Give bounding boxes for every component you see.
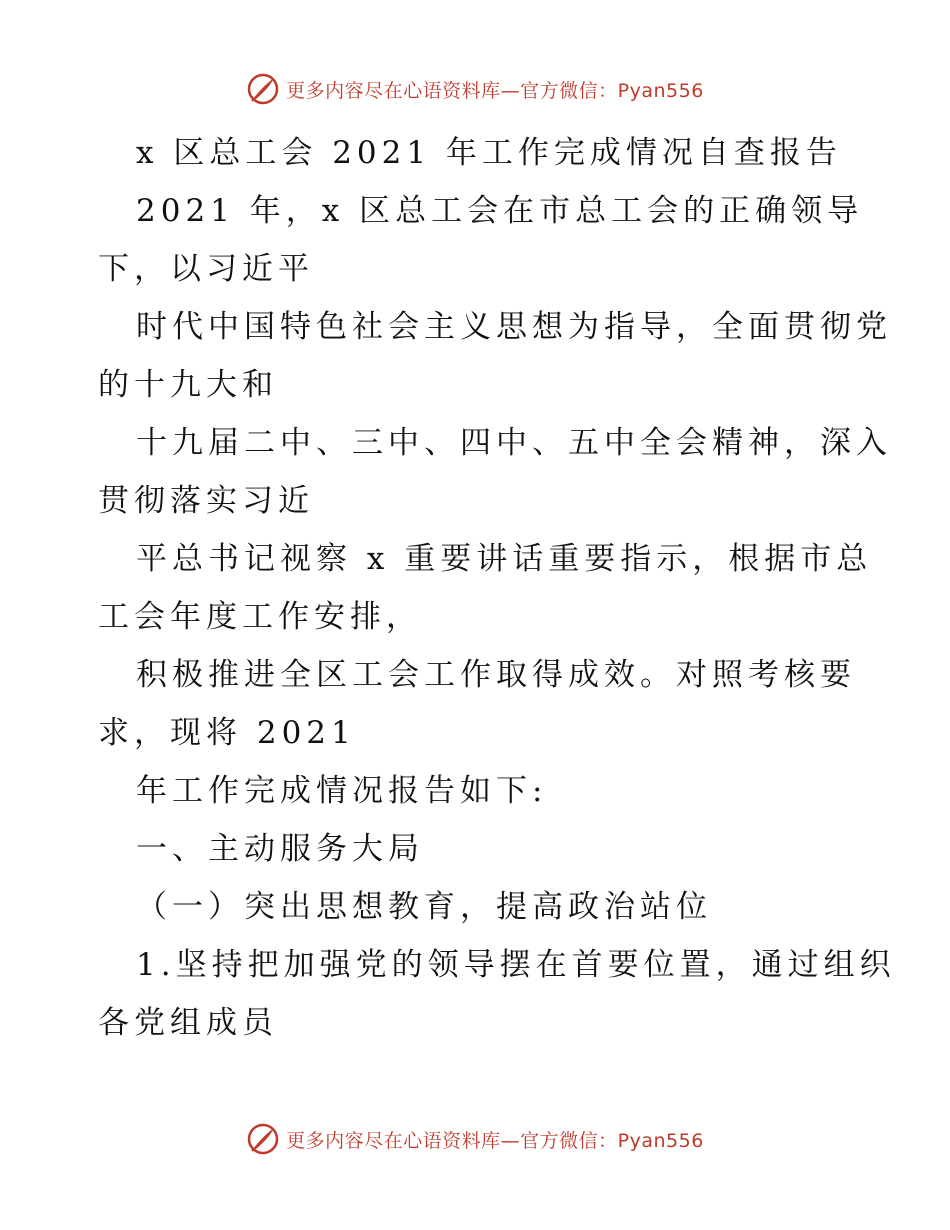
paragraph-line: 求，现将 2021 (98, 715, 356, 751)
paragraph-line: 各党组成员 (98, 1005, 278, 1041)
paragraph-line: 平总书记视察 x 重要讲话重要指示，根据市总 (136, 541, 873, 577)
banner-main-text: 更多内容尽在心语资料库 (286, 1129, 501, 1152)
banner-text (286, 76, 704, 103)
document-title: x 区总工会 2021 年工作完成情况自查报告 (136, 135, 842, 171)
paragraph-line: 贯彻落实习近 (98, 483, 314, 519)
banner-wechat-text: 官方微信：Pyan556 (520, 1129, 704, 1152)
footer-banner (0, 1122, 950, 1156)
paragraph-line: 1.坚持把加强党的领导摆在首要位置，通过组织 (136, 947, 896, 983)
paragraph-line: 下，以习近平 (98, 251, 314, 287)
paragraph-line: 时代中国特色社会主义思想为指导，全面贯彻党 (136, 309, 892, 345)
paragraph-line: 工会年度工作安排， (98, 599, 422, 635)
banner-wechat-text: 官方微信：Pyan556 (520, 79, 704, 102)
quill-pen-logo-icon (246, 1122, 280, 1156)
banner-main-text: 更多内容尽在心语资料库 (286, 79, 501, 102)
banner-dash: — (500, 1129, 521, 1152)
header-banner (0, 72, 950, 106)
paragraph-line: 年工作完成情况报告如下: (136, 773, 548, 809)
paragraph-line: 2021 年，x 区总工会在市总工会的正确领导 (136, 193, 864, 229)
paragraph-line: 的十九大和 (98, 367, 278, 403)
subsection-heading: （一）突出思想教育，提高政治站位 (136, 889, 712, 925)
banner-dash: — (500, 79, 521, 102)
paragraph-line: 积极推进全区工会工作取得成效。对照考核要 (136, 657, 856, 693)
quill-pen-logo-icon (246, 72, 280, 106)
banner-text (286, 1126, 704, 1153)
document-body (98, 124, 896, 1052)
paragraph-line: 十九届二中、三中、四中、五中全会精神，深入 (136, 425, 892, 461)
section-heading: 一、主动服务大局 (136, 831, 424, 867)
